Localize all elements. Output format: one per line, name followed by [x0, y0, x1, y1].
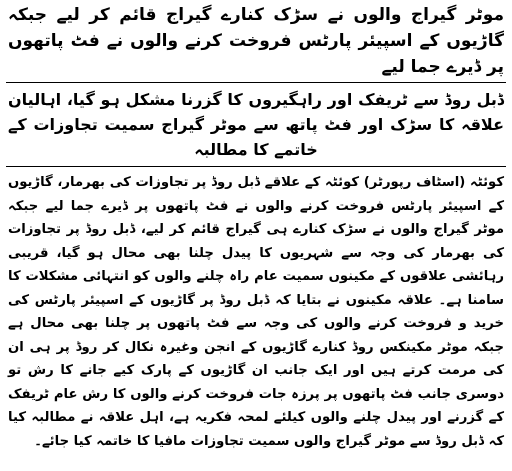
article-body: کوئٹہ (اسٹاف رپورٹر) کوئٹہ کے علاقے ڈبل روڈ پر تجاوزات کی بھرمار، گاڑیوں کے اسپیئر پارٹس فروخت کرنے والوں نے فٹ پاتھوں پر ڈیرے جما لیے جبکہ موٹر گیراج والوں نے سڑک کنارے ہی گیراج قائم کر لیے، ڈبل روڈ پر تجاوزات کی بھرمار کی وجہ سے شہریوں کا پیدل چلنا بھی محال ہو گیا، قریبی رہائشی علاقوں کے مکینوں سمیت عام راہ چلنے والوں کو انتہائی مشکلات کا سامنا ہے۔ علاقہ مکینوں نے بتایا کہ ڈبل روڈ پر گاڑیوں کے اسپیئر پارٹس کی خرید و فروخت کرنے والوں کی وجہ سے فٹ پاتھوں پر چلنا بھی محال ہے جبکہ موٹر مکینکس روڈ کنارے گاڑیوں کے انجن وغیرہ نکال کر روڈ پر ہی ان کی مرمت کرتے ہیں اور ایک جانب ان گاڑیوں کے پارک کیے جانے کا رش تو دوسری جانب فٹ پاتھوں پر پرزہ جات فروخت کرنے والوں کا رش عام ٹریفک کے گزرنے اور پیدل چلنے والوں کیلئے لمحہ فکریہ ہے، اہل علاقہ نے مطالبہ کیا کہ ڈبل روڈ سے موٹر گیراج والوں سمیت تجاوزات مافیا کا خاتمہ کیا جائے۔	[8, 175, 504, 449]
article-subheadline: ڈبل روڈ سے ٹریفک اور راہگیروں کا گزرنا مشکل ہو گیا، اہالیان علاقہ کا سڑک اور فٹ پاتھ سے موٹر گیراج سمیت تجاوزات کے خاتمے کا مطالبہ	[8, 90, 504, 159]
news-article	[6, 0, 506, 471]
article-headline: موٹر گیراج والوں نے سڑک کنارے گیراج قائم کر لیے جبکہ گاڑیوں کے اسپیئر پارٹس فروخت کرنے والوں نے فٹ پاتھوں پر ڈیرے جما لیے	[8, 5, 504, 77]
